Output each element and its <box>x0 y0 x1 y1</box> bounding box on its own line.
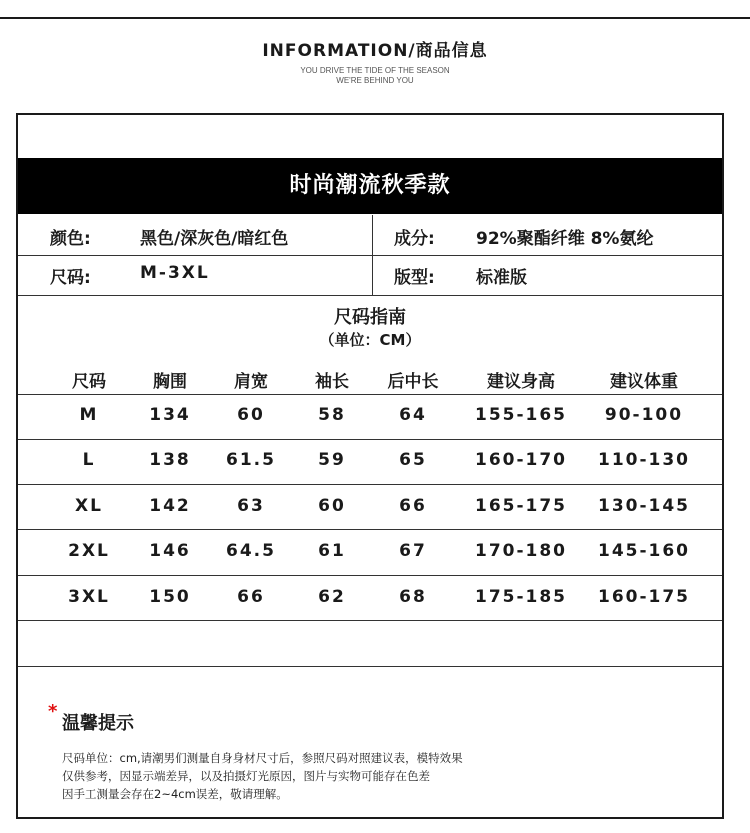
table-rule <box>18 620 722 621</box>
table-cell: 160-170 <box>474 450 568 470</box>
table-rule <box>18 575 722 576</box>
table-cell: 64.5 <box>226 541 276 561</box>
table-cell: 150 <box>149 587 191 607</box>
color-value: 黑色/深灰色/暗红色 <box>140 229 289 249</box>
table-cell: 2XL <box>68 541 110 561</box>
table-cell: 110-130 <box>597 450 691 470</box>
table-cell: 155-165 <box>474 405 568 425</box>
table-cell: 145-160 <box>597 541 691 561</box>
column-header-shoulder: 肩宽 <box>234 372 268 392</box>
table-cell: 138 <box>149 450 191 470</box>
table-cell: 61 <box>318 541 346 561</box>
table-cell: 142 <box>149 496 191 516</box>
top-rule <box>0 17 750 19</box>
fit-label: 版型: <box>394 268 435 288</box>
page-title: INFORMATION/商品信息 <box>262 41 488 61</box>
table-cell: 170-180 <box>474 541 568 561</box>
column-header-height: 建议身高 <box>487 372 555 392</box>
table-rule <box>18 484 722 485</box>
size-range-value: M-3XL <box>140 263 210 283</box>
size-label: 尺码: <box>50 268 91 288</box>
table-cell: 60 <box>237 405 265 425</box>
subtitle-line-2: WE'RE BEHIND YOU <box>336 76 414 85</box>
tips-text <box>62 749 602 803</box>
table-cell: 67 <box>399 541 427 561</box>
column-header-weight: 建议体重 <box>610 372 678 392</box>
column-header-size: 尺码 <box>72 372 106 392</box>
info-bottom-rule <box>18 295 722 296</box>
tips-line-2: 仅供参考，因显示端差异，以及拍摄灯光原因，图片与实物可能存在色差 <box>62 769 430 783</box>
table-rule <box>18 439 722 440</box>
table-cell: 63 <box>237 496 265 516</box>
table-cell: 3XL <box>68 587 110 607</box>
table-cell: M <box>79 405 99 425</box>
table-cell: 165-175 <box>474 496 568 516</box>
season-banner: 时尚潮流秋季款 <box>18 158 722 214</box>
table-cell: 130-145 <box>597 496 691 516</box>
table-cell: 60 <box>318 496 346 516</box>
tips-line-3: 因手工测量会存在2~4cm误差，敬请理解。 <box>62 787 288 801</box>
column-header-length: 后中长 <box>387 372 439 392</box>
size-guide-title: 尺码指南 <box>334 307 406 328</box>
info-divider <box>18 255 722 256</box>
material-value: 92%聚酯纤维 8%氨纶 <box>476 229 654 249</box>
product-info-card <box>16 113 724 819</box>
table-cell: 68 <box>399 587 427 607</box>
size-guide-unit: （单位：CM） <box>319 331 421 349</box>
table-rule <box>18 666 722 667</box>
column-header-sleeve: 袖长 <box>315 372 349 392</box>
table-cell: 58 <box>318 405 346 425</box>
page-subtitle <box>0 66 750 86</box>
table-cell: 66 <box>399 496 427 516</box>
table-cell: 65 <box>399 450 427 470</box>
table-cell: XL <box>75 496 103 516</box>
table-cell: 59 <box>318 450 346 470</box>
table-rule <box>18 394 722 395</box>
material-label: 成分: <box>394 229 435 249</box>
table-cell: 64 <box>399 405 427 425</box>
subtitle-line-1: YOU DRIVE THE TIDE OF THE SEASON <box>300 66 450 75</box>
column-header-chest: 胸围 <box>153 372 187 392</box>
color-label: 颜色: <box>50 229 91 249</box>
table-rule <box>18 529 722 530</box>
table-cell: 134 <box>149 405 191 425</box>
table-cell: 146 <box>149 541 191 561</box>
table-cell: 160-175 <box>597 587 691 607</box>
table-cell: 66 <box>237 587 265 607</box>
fit-value: 标准版 <box>476 268 527 288</box>
tips-line-1: 尺码单位：cm,请潮男们测量自身身材尺寸后，参照尺码对照建议表，模特效果 <box>62 751 463 765</box>
table-cell: L <box>82 450 96 470</box>
table-cell: 62 <box>318 587 346 607</box>
tips-asterisk: * <box>48 701 58 722</box>
table-cell: 90-100 <box>604 405 684 425</box>
info-column-divider <box>372 215 373 296</box>
table-cell: 61.5 <box>226 450 276 470</box>
table-cell: 175-185 <box>474 587 568 607</box>
tips-title: 温馨提示 <box>62 713 134 734</box>
